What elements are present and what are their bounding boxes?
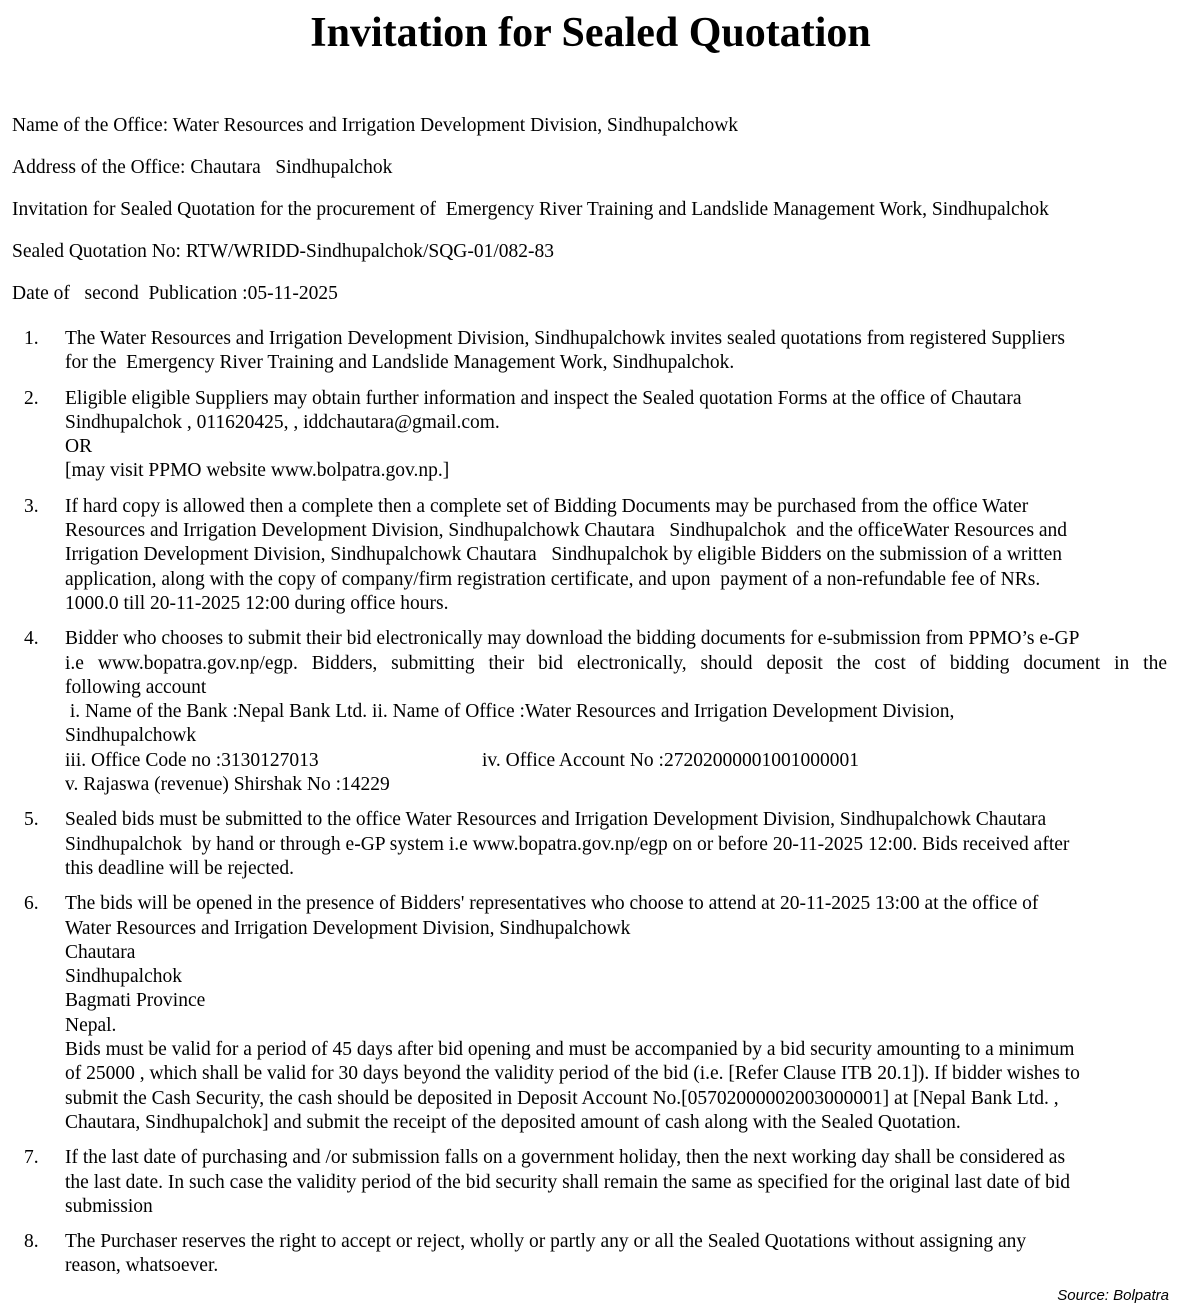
item-number: 7.: [24, 1147, 39, 1169]
item-line: this deadline will be rejected.: [65, 857, 295, 879]
item-number: 3.: [24, 495, 39, 517]
page-title: Invitation for Sealed Quotation: [310, 10, 871, 56]
item-number: 8.: [24, 1231, 39, 1253]
item-line: the last date. In such case the validity period of the bid security shall remain the same as specified for the original last date of bid: [65, 1171, 1071, 1193]
item-number: 6.: [24, 893, 39, 915]
bank-codes-line: [65, 749, 1167, 773]
item-line: Chautara: [65, 941, 136, 963]
validity-line: submit the Cash Security, the cash should be deposited in Deposit Account No.[05702000002003000001] at [Nepal Bank Ltd. ,: [65, 1087, 1059, 1109]
item-number: 1.: [24, 328, 39, 349]
item-line: 1000.0 till 20-11-2025 12:00 during office hours.: [65, 592, 449, 614]
item-line: [may visit PPMO website www.bolpatra.gov.np.]: [65, 460, 450, 482]
notice-item-7: [0, 1146, 1181, 1219]
notice-item-2: [0, 387, 1181, 484]
notice-item-4: [0, 627, 1181, 797]
notice-item-5: [0, 808, 1181, 881]
item-line: i.e www.bopatra.gov.np/egp. Bidders, submitting their bid electronically, should deposit the cost of bidding document in the: [65, 652, 1167, 674]
rajaswa-line: v. Rajaswa (revenue) Shirshak No :14229: [65, 774, 390, 796]
office-address: Address of the Office: Chautara Sindhupalchok: [12, 157, 393, 178]
office-account: iv. Office Account No :27202000001001000001: [482, 749, 859, 771]
item-line: Sindhupalchowk: [65, 725, 197, 747]
validity-line: of 25000 , which shall be valid for 30 days beyond the validity period of the bid (i.e. [Refer Clause ITB 20.1]). If bidder wishes to: [65, 1063, 1080, 1085]
item-line: Sindhupalchok , 011620425, , iddchautara@gmail.com.: [65, 411, 500, 433]
item-line: submission: [65, 1195, 153, 1217]
item-line: for the Emergency River Training and Landslide Management Work, Sindhupalchok.: [65, 352, 735, 374]
item-line: Eligible eligible Suppliers may obtain further information and inspect the Sealed quotation Forms at the office of Chautara: [65, 387, 1022, 409]
item-number: 2.: [24, 387, 39, 409]
item-line: If hard copy is allowed then a complete then a complete set of Bidding Documents may be purchased from the office Water: [65, 495, 1029, 517]
publication-date: Date of second Publication :05-11-2025: [12, 283, 338, 304]
office-code: iii. Office Code no :3130127013: [65, 749, 319, 771]
item-line: Sindhupalchok by hand or through e-GP system i.e www.bopatra.gov.np/egp on or before 20-11-2025 12:00. Bids received after: [65, 833, 1070, 855]
item-line: reason, whatsoever.: [65, 1255, 219, 1277]
item-line: If the last date of purchasing and /or submission falls on a government holiday, then the next working day shall be considered as: [65, 1147, 1066, 1169]
source-credit: Source: Bolpatra: [1057, 1287, 1169, 1304]
item-number: 5.: [24, 809, 39, 831]
notice-items: [0, 327, 1181, 1290]
notice-item-1: [0, 327, 1181, 376]
item-line: Bidder who chooses to submit their bid electronically may download the bidding documents for e-submission from PPMO’s e-GP: [65, 628, 1080, 650]
validity-line: Chautara, Sindhupalchok] and submit the receipt of the deposited amount of cash along with the Sealed Quotation.: [65, 1111, 961, 1133]
item-line: Nepal.: [65, 1014, 117, 1036]
item-line: Sealed bids must be submitted to the office Water Resources and Irrigation Development Division, Sindhupalchowk Chautara: [65, 809, 1047, 831]
item-line: following account: [65, 676, 207, 698]
item-line: Irrigation Development Division, Sindhupalchowk Chautara Sindhupalchok by eligible Bidders on the submission of a written: [65, 544, 1063, 566]
invitation-text: Invitation for Sealed Quotation for the procurement of Emergency River Training and Landslide Management Work, Sindhupalchok: [12, 199, 1049, 220]
item-line: The bids will be opened in the presence of Bidders' representatives who choose to attend at 20-11-2025 13:00 at the office of: [65, 893, 1039, 915]
item-line: Water Resources and Irrigation Development Division, Sindhupalchowk: [65, 917, 631, 939]
item-number: 4.: [24, 628, 39, 650]
notice-item-6: [0, 892, 1181, 1135]
item-line: Resources and Irrigation Development Division, Sindhupalchowk Chautara Sindhupalchok and the officeWater Resources and: [65, 520, 1068, 542]
item-line: Sindhupalchok: [65, 966, 182, 988]
notice-item-3: [0, 495, 1181, 616]
notice-item-8: [0, 1230, 1181, 1279]
office-name: Name of the Office: Water Resources and Irrigation Development Division, Sindhupalchowk: [12, 115, 739, 136]
quotation-number: Sealed Quotation No: RTW/WRIDD-Sindhupalchok/SQG-01/082-83: [12, 241, 555, 262]
item-line: OR: [65, 436, 93, 458]
item-line: The Water Resources and Irrigation Development Division, Sindhupalchowk invites sealed quotations from registered Suppliers: [65, 328, 1065, 349]
item-line: application, along with the copy of company/firm registration certificate, and upon payment of a non-refundable fee of NRs.: [65, 568, 1041, 590]
item-line: The Purchaser reserves the right to accept or reject, wholly or partly any or all the Sealed Quotations without assigning any: [65, 1231, 1027, 1253]
item-line: Bagmati Province: [65, 990, 206, 1012]
validity-line: Bids must be valid for a period of 45 days after bid opening and must be accompanied by a bid security amounting to a minimum: [65, 1039, 1075, 1061]
item-line: i. Name of the Bank :Nepal Bank Ltd. ii. Name of Office :Water Resources and Irrigation Development Division,: [65, 701, 955, 723]
